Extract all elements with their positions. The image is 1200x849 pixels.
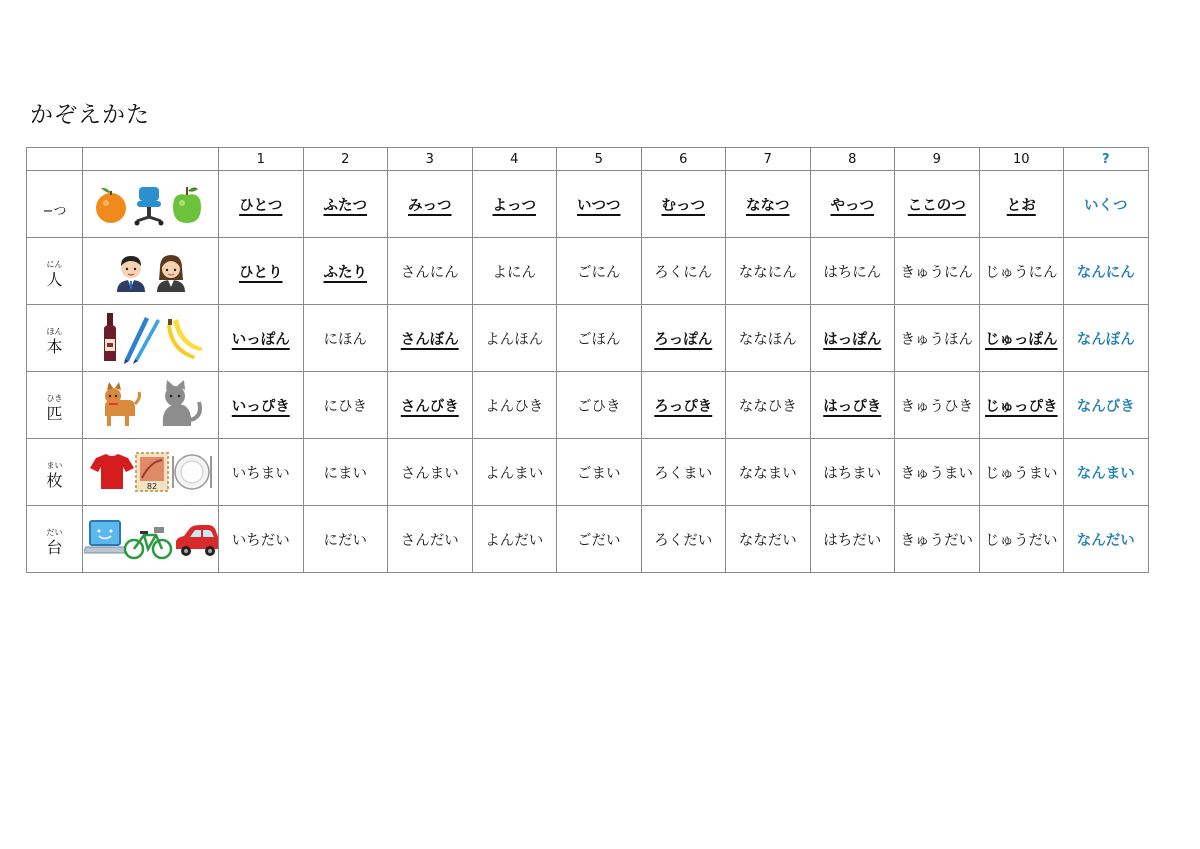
count-cell: きゅうにん [895,238,980,305]
counter-kanji: 人 [46,269,63,289]
question-cell: なんにん [1064,238,1149,305]
count-cell: ごまい [557,439,642,506]
counter-ruby: にん [46,259,63,269]
count-cell: よんだい [472,506,557,573]
count-cell: はちまい [810,439,895,506]
counter-cell [27,439,83,506]
count-cell: いっぴき [219,372,304,439]
counter-kanji: 枚 [46,470,63,490]
count-cell: さんまい [388,439,473,506]
question-cell: いくつ [1064,171,1149,238]
picture-cell [83,372,219,439]
count-cell: にひき [303,372,388,439]
office-chair-icon [134,187,163,226]
wine-bottle-icon [104,313,116,361]
table-row [27,171,1149,238]
header-question: ? [1064,148,1149,171]
count-cell: ひとり [219,238,304,305]
header-blank-counter [27,148,83,171]
count-cell: じゅうだい [979,506,1064,573]
picture-cell [83,305,219,372]
count-cell: さんびき [388,372,473,439]
counter-kanji: 本 [46,336,63,356]
count-cell: ななひき [726,372,811,439]
header-number: 3 [388,148,473,171]
count-cell: ろくにん [641,238,726,305]
count-cell: みっつ [388,171,473,238]
count-cell: ふたつ [303,171,388,238]
counter-cell [27,506,83,573]
picture-cell [83,238,219,305]
count-cell: じゅうにん [979,238,1064,305]
count-cell: はちだい [810,506,895,573]
count-cell: いちだい [219,506,304,573]
question-cell: なんびき [1064,372,1149,439]
stamp-value: 82 [146,482,157,491]
header-number: 7 [726,148,811,171]
tshirt-icon [90,454,134,489]
count-cell: いつつ [557,171,642,238]
orange-icon [96,188,126,223]
counter-cell [27,372,83,439]
count-cell: ろっぽん [641,305,726,372]
counter-ruby: ひき [46,393,63,403]
count-cell: きゅうまい [895,439,980,506]
header-number: 1 [219,148,304,171]
laptop-icon [84,521,127,553]
businessman-icon [117,256,145,292]
counter-ruby: ほん [46,326,63,336]
pens-icon [124,317,160,364]
header-blank-pictures [83,148,219,171]
count-cell: ろくだい [641,506,726,573]
question-cell: なんまい [1064,439,1149,506]
header-number: 6 [641,148,726,171]
count-cell: はっぴき [810,372,895,439]
counting-table [26,147,1149,573]
count-cell: さんだい [388,506,473,573]
count-cell: にだい [303,506,388,573]
count-cell: きゅうだい [895,506,980,573]
header-number: 9 [895,148,980,171]
green-apple-icon [173,187,201,223]
table-row [27,372,1149,439]
counter-kanji: 台 [46,537,63,557]
counter-cell [27,305,83,372]
header-row [27,148,1149,171]
count-cell: にほん [303,305,388,372]
count-cell: むっつ [641,171,726,238]
count-cell: ごだい [557,506,642,573]
count-cell: とお [979,171,1064,238]
count-cell: さんにん [388,238,473,305]
counter-cell [27,238,83,305]
count-cell: ごひき [557,372,642,439]
count-cell: ごほん [557,305,642,372]
table-row [27,439,1149,506]
count-cell: にまい [303,439,388,506]
count-cell: よっつ [472,171,557,238]
count-cell: ごにん [557,238,642,305]
count-cell: ななつ [726,171,811,238]
count-cell: きゅうひき [895,372,980,439]
counter-ruby: まい [46,460,63,470]
counter-cell [27,171,83,238]
counter-kanji: 匹 [46,403,63,423]
header-number: 8 [810,148,895,171]
count-cell: よんまい [472,439,557,506]
counter-kanji: −つ [42,204,67,219]
count-cell: いっぽん [219,305,304,372]
header-number: 5 [557,148,642,171]
table-row [27,506,1149,573]
banana-icon [167,319,202,359]
cat-icon [162,380,199,426]
header-number: 2 [303,148,388,171]
header-number: 4 [472,148,557,171]
count-cell: やっつ [810,171,895,238]
counter-ruby: だい [46,527,63,537]
count-cell: ななにん [726,238,811,305]
car-icon [176,525,218,556]
count-cell: ななまい [726,439,811,506]
count-cell: ろっぴき [641,372,726,439]
count-cell: よにん [472,238,557,305]
stamp-icon [136,453,168,491]
count-cell: じゅっぽん [979,305,1064,372]
count-cell: はっぽん [810,305,895,372]
page-title: かぞえかた [30,102,150,128]
businesswoman-icon [157,255,185,292]
table-row [27,238,1149,305]
count-cell: ななだい [726,506,811,573]
count-cell: よんひき [472,372,557,439]
count-cell: ふたり [303,238,388,305]
header-number: 10 [979,148,1064,171]
plate-icon [172,455,212,489]
picture-cell [83,506,219,573]
bicycle-icon [125,527,171,558]
count-cell: よんほん [472,305,557,372]
count-cell: じゅうまい [979,439,1064,506]
count-cell: ひとつ [219,171,304,238]
dog-icon [105,382,140,426]
count-cell: さんぼん [388,305,473,372]
table-row [27,305,1149,372]
picture-cell [83,171,219,238]
count-cell: じゅっぴき [979,372,1064,439]
picture-cell [83,439,219,506]
count-cell: いちまい [219,439,304,506]
count-cell: きゅうほん [895,305,980,372]
question-cell: なんだい [1064,506,1149,573]
count-cell: ここのつ [895,171,980,238]
count-cell: ろくまい [641,439,726,506]
count-cell: はちにん [810,238,895,305]
count-cell: ななほん [726,305,811,372]
question-cell: なんぼん [1064,305,1149,372]
